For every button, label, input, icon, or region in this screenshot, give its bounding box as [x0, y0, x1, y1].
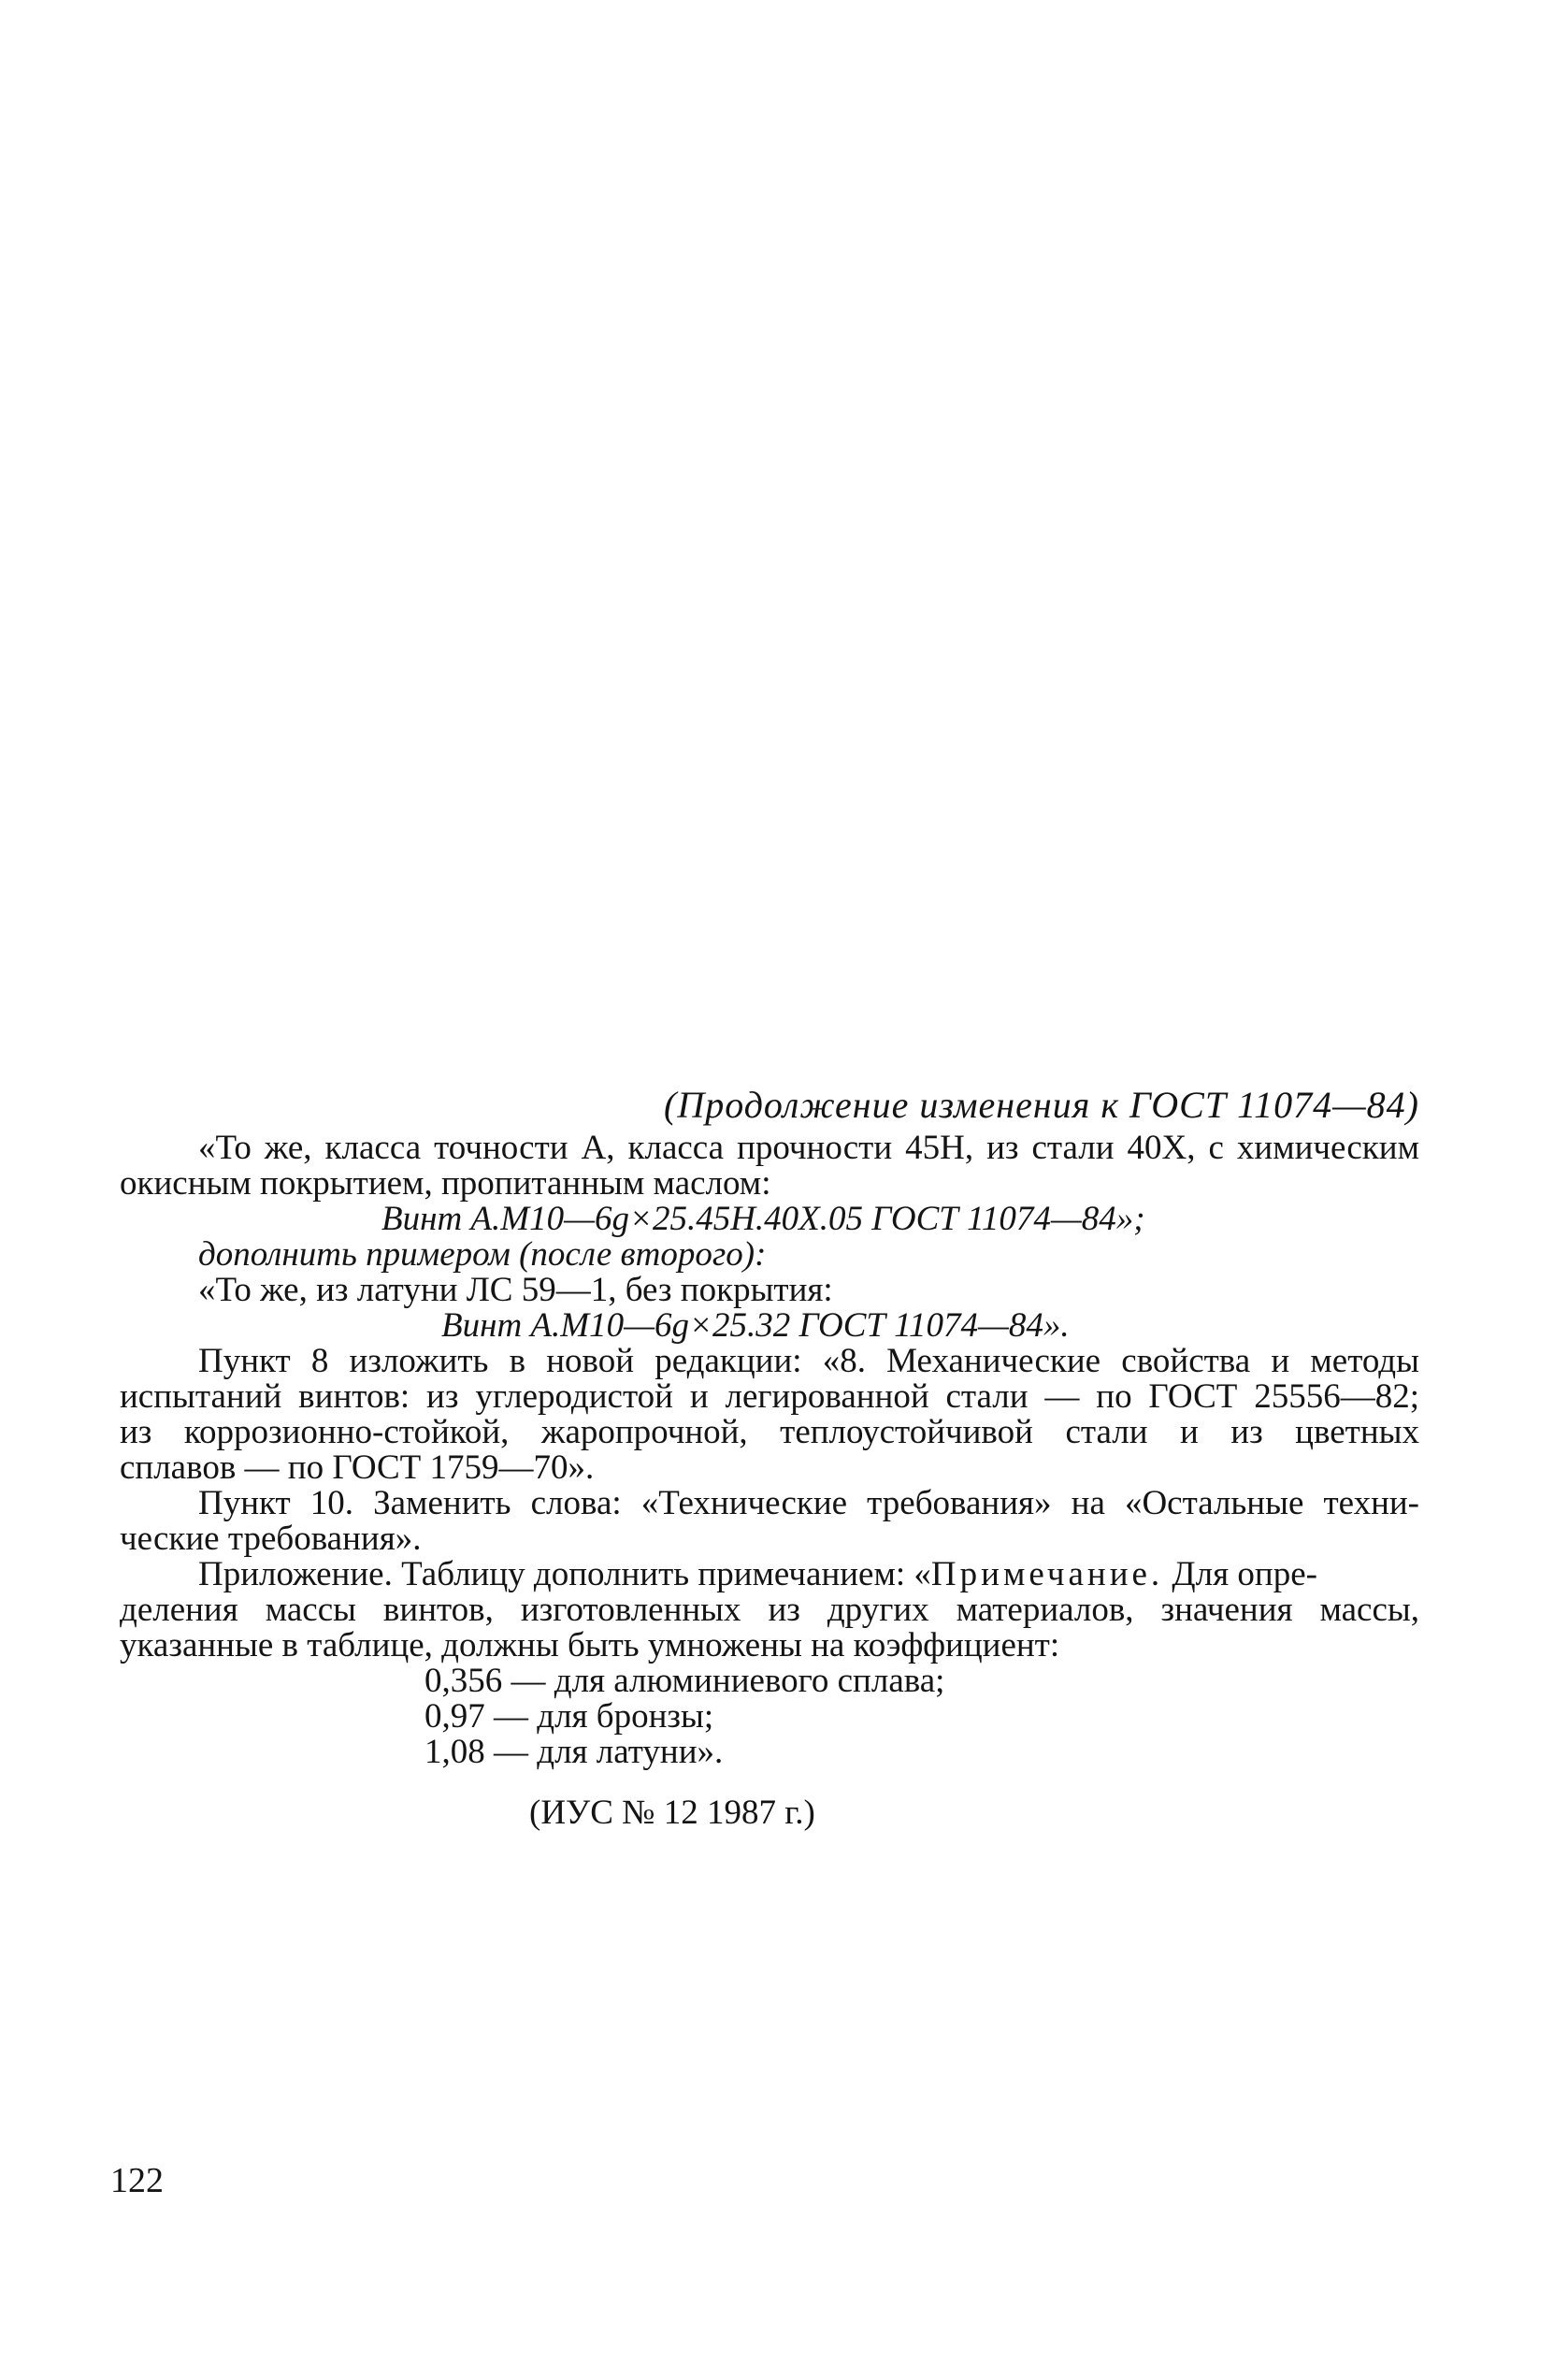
- appendix-line-1-end: Для опре-: [1163, 1555, 1317, 1593]
- paragraph-2: «То же, из латуни ЛС 59—1, без покрытия:: [198, 1271, 833, 1309]
- appendix-line-1: [120, 1557, 1419, 1592]
- designation-example-1: Винт А.М10—6g×25.45Н.40Х.05 ГОСТ 11074—84»;: [381, 1200, 1145, 1238]
- note-label: Примечание.: [930, 1555, 1164, 1593]
- appendix-line-3: указанные в таблице, должны быть умножены на коэффициент:: [120, 1626, 1060, 1664]
- punkt-10-line-2: ческие требования».: [120, 1520, 422, 1558]
- coefficient-brass: 1,08 — для латуни».: [424, 1733, 724, 1771]
- appendix-line-2: деления массы винтов, изготовленных из других материалов, значения массы,: [120, 1591, 1419, 1629]
- punkt-10-line-1: Пункт 10. Заменить слова: «Технические требования» на «Остальные техни-: [198, 1484, 1419, 1522]
- coefficient-aluminium: 0,356 — для алюминиевого сплава;: [424, 1662, 945, 1700]
- page-number: 122: [110, 2161, 164, 2200]
- appendix-line-1-start: Приложение. Таблицу дополнить примечанием: «: [198, 1555, 931, 1593]
- punkt-8-line-3: из коррозионно-стойкой, жаропрочной, теплоустойчивой стали и из цветных: [120, 1413, 1419, 1451]
- continuation-caption: (Продолжение изменения к ГОСТ 11074—84): [664, 1084, 1419, 1126]
- punkt-8-line-1: Пункт 8 изложить в новой редакции: «8. Механические свойства и методы: [198, 1342, 1419, 1380]
- ius-reference: (ИУС № 12 1987 г.): [529, 1794, 815, 1832]
- amendment-text: [120, 1080, 1419, 1841]
- designation-example-2: Винт А.М10—6g×25.32 ГОСТ 11074—84».: [441, 1306, 1070, 1345]
- punkt-8-line-4: сплавов — по ГОСТ 1759—70».: [120, 1448, 595, 1487]
- paragraph-1-line-2: окисным покрытием, пропитанным маслом:: [120, 1164, 771, 1203]
- punkt-8-line-2: испытаний винтов: из углеродистой и легированной стали — по ГОСТ 25556—82;: [120, 1377, 1419, 1416]
- paragraph-1-line-1: «То же, класса точности А, класса прочности 45Н, из стали 40Х, с химическим: [198, 1129, 1419, 1167]
- coefficient-bronze: 0,97 — для бронзы;: [424, 1697, 714, 1736]
- add-example-instruction: дополнить примером (после второго):: [198, 1235, 767, 1274]
